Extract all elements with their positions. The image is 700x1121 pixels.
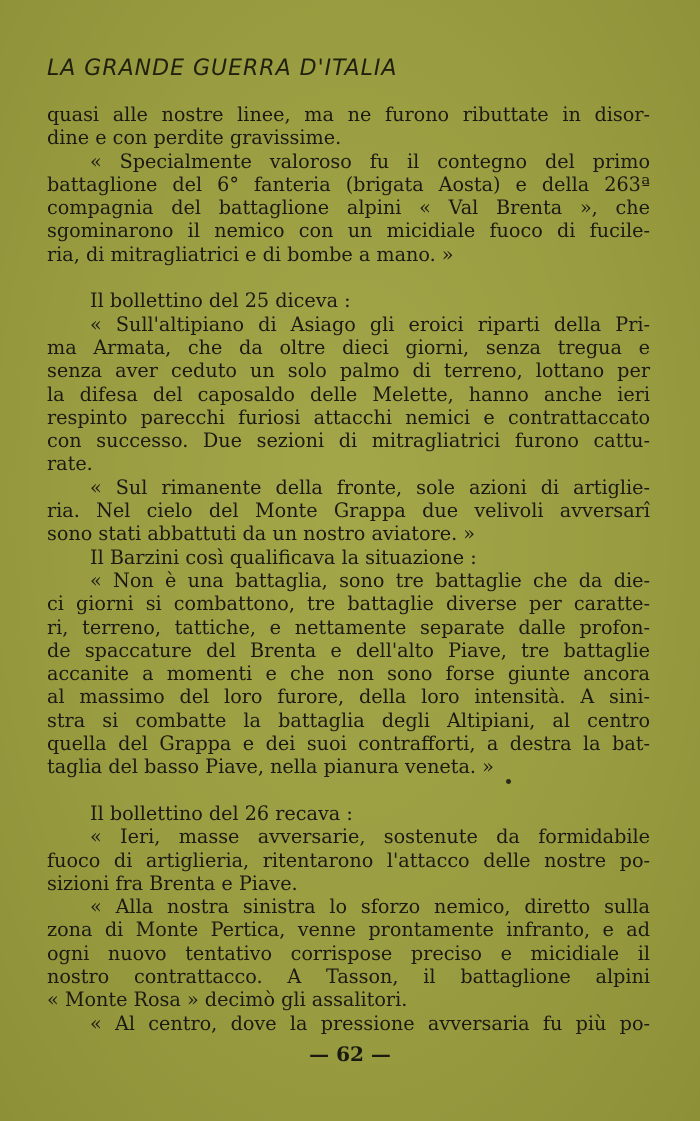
body-text <box>47 103 650 1035</box>
ink-speck <box>506 779 511 784</box>
text-line: respinto parecchi furiosi attacchi nemici e contrattaccato <box>47 405 650 429</box>
running-title: LA GRANDE GUERRA D'ITALIA <box>47 56 398 81</box>
text-line: « Monte Rosa » decimò gli assalitori. <box>47 988 408 1012</box>
text-line: ci giorni si combattono, tre battaglie diverse per caratte- <box>47 592 650 616</box>
text-line: rate. <box>47 452 93 476</box>
text-line: « Sull'altipiano di Asiago gli eroici riparti della Pri- <box>90 312 650 336</box>
text-line: Il bollettino del 26 recava : <box>90 801 353 825</box>
text-line: « Sul rimanente della fronte, sole azioni di artiglie- <box>90 475 650 499</box>
text-line: la difesa del caposaldo delle Melette, hanno anche ieri <box>47 382 650 406</box>
text-line: accanite a momenti e che non sono forse giunte ancora <box>47 662 650 686</box>
text-line: senza aver ceduto un solo palmo di terreno, lottano per <box>47 359 650 383</box>
text-line: dine e con perdite gravissime. <box>47 126 342 150</box>
page-number: — 62 — <box>309 1042 391 1066</box>
text-line: sizioni fra Brenta e Piave. <box>47 871 298 895</box>
text-line: « Al centro, dove la pressione avversaria fu più po- <box>90 1011 650 1035</box>
blank-line <box>47 266 650 289</box>
text-line: zona di Monte Pertica, venne prontamente infranto, e ad <box>47 918 650 942</box>
text-line: al massimo del loro furore, della loro intensità. A sini- <box>47 685 650 709</box>
text-line: quasi alle nostre linee, ma ne furono ributtate in disor- <box>47 103 650 126</box>
text-line: sono stati abbattuti da un nostro aviatore. » <box>47 522 476 546</box>
text-line: battaglione del 6° fanteria (brigata Aosta) e della 263ª <box>47 172 650 196</box>
text-line: « Non è una battaglia, sono tre battaglie che da die- <box>90 568 650 592</box>
text-line: compagnia del battaglione alpini « Val Brenta », che <box>47 196 650 220</box>
text-line: stra si combatte la battaglia degli Altipiani, al centro <box>47 708 650 732</box>
text-line: ri, terreno, tattiche, e nettamente separate dalle profon- <box>47 615 650 639</box>
text-line: de spaccature del Brenta e dell'alto Piave, tre battaglie <box>47 638 650 662</box>
text-line: ria. Nel cielo del Monte Grappa due velivoli avversarî <box>47 499 650 523</box>
text-line: sgominarono il nemico con un micidiale fuoco di fucile- <box>47 219 650 243</box>
text-line: con successo. Due sezioni di mitragliatrici furono cattu- <box>47 429 650 453</box>
text-line: ma Armata, che da oltre dieci giorni, senza tregua e <box>47 335 650 359</box>
text-line: taglia del basso Piave, nella pianura veneta. » <box>47 755 494 779</box>
text-line: quella del Grappa e dei suoi contrafforti, a destra la bat- <box>47 732 650 756</box>
text-line: fuoco di artiglieria, ritentarono l'attacco delle nostre po- <box>47 848 650 872</box>
blank-line <box>47 779 650 802</box>
text-line: ria, di mitragliatrici e di bombe a mano. » <box>47 242 454 266</box>
text-line: « Alla nostra sinistra lo sforzo nemico, diretto sulla <box>90 895 650 919</box>
text-line: « Specialmente valoroso fu il contegno del primo <box>90 149 650 173</box>
text-line: nostro contrattacco. A Tasson, il battaglione alpini <box>47 964 650 988</box>
text-line: Il bollettino del 25 diceva : <box>90 289 351 313</box>
text-line: Il Barzini così qualificava la situazione : <box>90 545 477 569</box>
text-line: « Ieri, masse avversarie, sostenute da formidabile <box>90 825 650 849</box>
text-line: ogni nuovo tentativo corrispose preciso e micidiale il <box>47 941 650 965</box>
